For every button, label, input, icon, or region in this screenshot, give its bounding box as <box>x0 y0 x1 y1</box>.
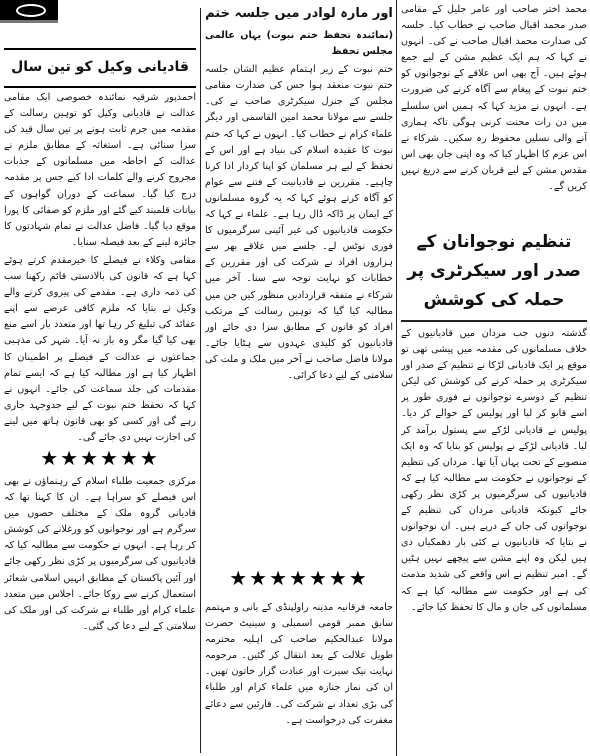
headline-tanzeem-attack: تنظیم نوجوانان کے صدر اور سیکرٹری پر حملہ کی کوشش <box>407 232 581 310</box>
middle-article-body <box>205 28 393 558</box>
headline-qadiani-lawyer: قادیانی وکیل کو تین سال <box>11 59 189 75</box>
left-body-paragraph: مقامی وکلاء نے فیصلے کا خیرمقدم کرتے ہوئے کہا ہے کہ قانون کی بالادستی قائم رکھنا سب کی ذمہ داری ہے۔ مقدمے کی پیروی کرنے والے وکیل نے بتایا کہ ملزم کافی عرصے سے اپنے عقائد کی تبلیغ کر رہا تھا اور متعدد بار اسے منع بھی کیا گیا مگر وہ باز نہ آیا۔ شہر کی مذہبی جماعتوں نے عدالت کے فیصلے پر اطمینان کا اظہار کیا ہے اور مطالبہ کیا ہے کہ ایسے تمام مقدمات کی جلد سماعت کی جائے۔ انہوں نے کہا کہ تحفظ ختم نبوت کے لیے جدوجہد جاری رہے گی اور کسی کو بھی قانون ہاتھ میں لینے کی اجازت نہیں دی جائے گی۔ <box>4 254 196 443</box>
left-headline-box <box>6 52 194 82</box>
middle-headline-box <box>205 2 393 26</box>
right-top-article <box>401 2 587 224</box>
middle-lower-article <box>205 600 393 752</box>
right-article-body <box>401 326 587 754</box>
column-rule-left <box>200 8 201 753</box>
left-star-divider: ★★★★★★ <box>40 446 160 470</box>
middle-body-paragraph: ختم نبوت کے زیر اہتمام عظیم الشان جلسہ ختم نبوت منعقد ہوا جس کی صدارت مقامی مجلس کے جنرل سیکرٹری صاحب نے کی۔ جلسے سے مولانا محمد امین القاسمی اور دیگر علماء کرام نے خطاب کیا۔ انہوں نے کہا کہ ختم نبوت کا عقیدہ اسلام کی بنیاد ہے اور اس کے تحفظ کے لیے ہر مسلمان کو اپنا کردار ادا کرنا چاہیے۔ مقررین نے قادیانیت کے فتنے سے عوام کو آگاہ کرتے ہوئے کہا کہ یہ گروہ مسلمانوں کے ایمان پر ڈاکہ ڈال رہا ہے۔ علماء نے کہا کہ حکومت قادیانیوں کی غیر آئینی سرگرمیوں کا فوری نوٹس لے۔ جلسے میں علاقے بھر سے ہزاروں افراد نے شرکت کی اور مقررین کے خطابات کو نہایت توجہ سے سنا۔ آخر میں شرکاء نے متفقہ قراردادیں منظور کیں جن میں مطالبہ کیا گیا کہ توہین رسالت کے مرتکب افراد کو قانون کے مطابق سزا دی جائے اور قادیانیوں کو کلیدی عہدوں سے ہٹایا جائے۔ مولانا فاضل صاحب نے آخر میں ملک و ملت کی سلامتی کے لیے دعا کرائی۔ <box>205 64 393 381</box>
middle-star-divider: ★★★★★★★ <box>229 566 369 590</box>
left-article-body <box>4 90 196 445</box>
left-intro-paragraph: احمدپور شرقیہ نمائندہ خصوصی ایک مقامی عدالت نے قادیانی وکیل کو توہین رسالت کے مقدمہ میں جرم ثابت ہونے پر تین سال قید کی سزا سنائی ہے۔ استغاثہ کے مطابق ملزم نے عدالت کے احاطہ میں مسلمانوں کے جذبات مجروح کرنے والے کلمات ادا کیے جس پر مقدمہ درج کیا گیا۔ سماعت کے دوران گواہوں کے بیانات قلمبند کیے گئے اور ملزم کو صفائی کا پورا موقع دیا گیا۔ فاضل عدالت نے تمام شہادتوں کا جائزہ لینے کے بعد فیصلہ سنایا۔ <box>4 92 196 248</box>
headline-khatm-nabuwat-jalsa: اور مارہ لوادر میں جلسہ ختم <box>205 6 393 21</box>
column-rule-right <box>396 0 397 756</box>
right-headline-underline <box>401 320 587 322</box>
right-headline-box <box>401 228 587 318</box>
right-top-paragraph: محمد اختر صاحب اور عامر جلیل کے مقامی صدر محمد اقبال صاحب نے خطاب کیا۔ جلسہ کی صدارت محمد اقبال صاحب نے کی۔ انہوں نے کہا کہ ہم ایک عظیم مشن کے لیے جمع ہوئے ہیں۔ آج بھی اس علاقے کے نوجوانوں کو ختم نبوت کے پیغام سے آگاہ کرنے کی ضرورت ہے۔ انہوں نے مزید کہا کہ ہمیں اس سلسلے میں دن رات محنت کرنی ہوگی تاکہ ہماری آنے والی نسلیں محفوظ رہ سکیں۔ شرکاء نے اس عزم کا اظہار کیا کہ وہ اپنی جان بھی اس مقدس مشن کے لیے قربان کرنے سے دریغ نہیں کریں گے۔ <box>401 4 587 193</box>
middle-subhead: (نمائندہ تحفظ ختم نبوت) یہاں عالمی مجلس تحفظ <box>205 30 393 58</box>
right-body-paragraph: گذشتہ دنوں جب مردان میں قادیانیوں کے خلاف مسلمانوں کی مقدمہ میں پیشی تھی تو موقع پر ایک قادیانی لڑکا نے تنظیم کے صدر اور سیکرٹری پر حملہ کرنے کی کوشش کی لیکن تنظیم کے دوسرے نوجوانوں نے فوری طور پر اسے قابو کر لیا اور پولیس کے حوالے کر دیا۔ پولیس نے قادیانی لڑکے سے پستول برآمد کر لیا۔ قادیانی لڑکے نے پولیس کو بتایا کہ وہ ایک منصوبے کے تحت یہاں آیا تھا۔ مردان کی تنظیم کے نوجوانوں نے حکومت سے مطالبہ کیا ہے کہ قادیانیوں کی سرگرمیوں پر کڑی نظر رکھی جائے کیونکہ قادیانی مردان کی تنظیم کے نوجوانوں کی جان کے درپے ہیں۔ ان نوجوانوں نے بتایا کہ قادیانیوں نے کئی بار دھمکیاں دی ہیں لیکن وہ اپنے مشن سے پیچھے نہیں ہٹیں گے۔ امیر تنظیم نے اس واقعے کی شدید مذمت کی ہے اور حکومت سے مطالبہ کیا ہے کہ مسلمانوں کی جان و مال کا تحفظ کیا جائے۔ <box>401 328 587 613</box>
masthead-logo-fragment <box>0 0 58 23</box>
left-lower-article <box>4 474 196 752</box>
left-lower-paragraph: مرکزی جمعیت طلباء اسلام کے رہنماؤں نے بھی اس فیصلے کو سراہا ہے۔ ان کا کہنا تھا کہ قادیانی گروہ ملک کے مختلف حصوں میں سرگرم ہے اور نوجوانوں کو ورغلانے کی کوشش کر رہا ہے۔ انہوں نے حکومت سے مطالبہ کیا کہ قادیانیوں کی سرگرمیوں پر کڑی نظر رکھی جائے اور آئین پاکستان کے مطابق انہیں اسلامی شعائر استعمال کرنے سے روکا جائے۔ اجلاس میں متعدد علماء کرام اور طلباء نے شرکت کی اور ملک کی سلامتی کے لیے دعا کی گئی۔ <box>4 476 196 632</box>
middle-lower-paragraph: جامعہ فرقانیہ مدینہ راولپنڈی کے بانی و مہتمم سابق ممبر قومی اسمبلی و سینیٹ حضرت مولانا عبدالحکیم صاحب کی اہلیہ محترمہ طویل علالت کے بعد انتقال کر گئیں۔ مرحومہ نہایت نیک سیرت اور عبادت گزار خاتون تھیں۔ ان کی نماز جنازہ میں علماء کرام اور طلباء کی بڑی تعداد نے شرکت کی۔ قارئین سے دعائے مغفرت کی درخواست ہے۔ <box>205 602 393 726</box>
